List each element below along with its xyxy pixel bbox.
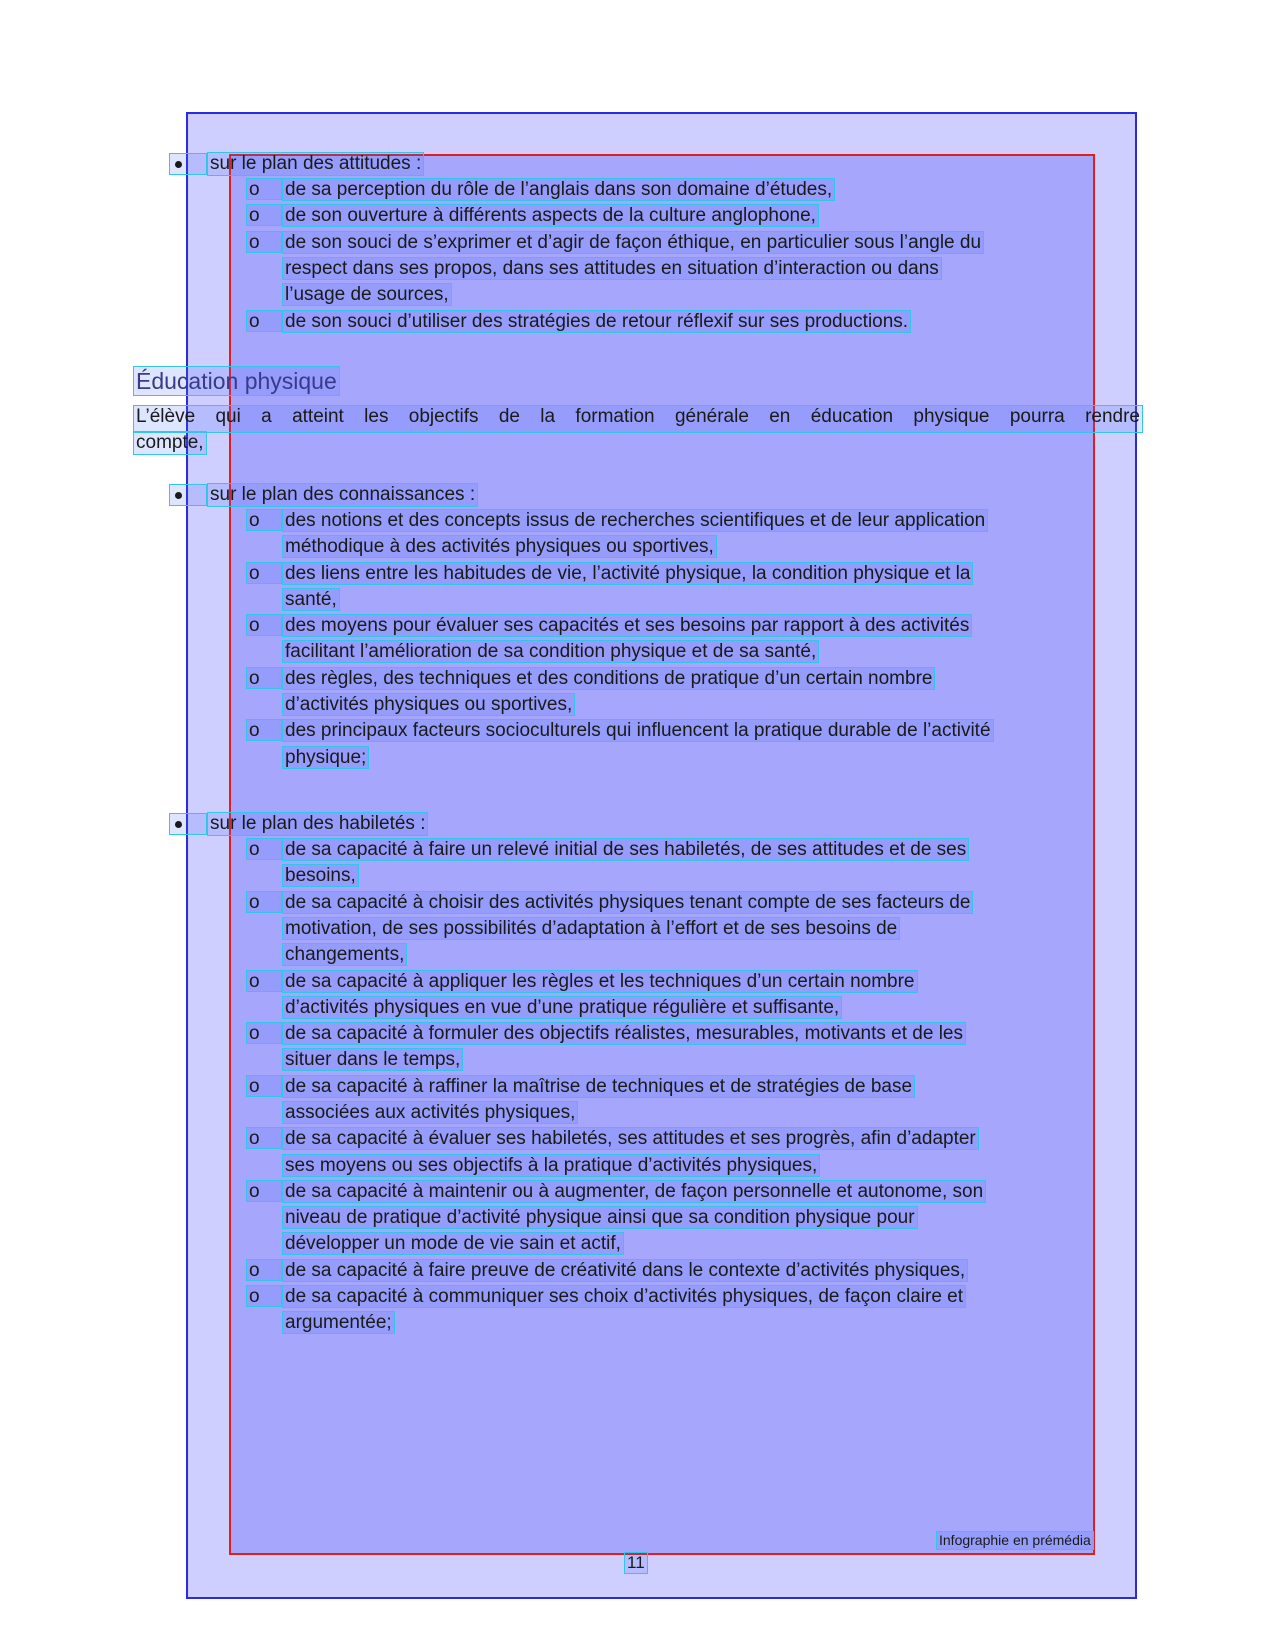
list-item <box>283 668 1139 721</box>
list-item-line: des principaux facteurs socioculturels qui influencent la pratique durable de l’activité <box>285 720 991 742</box>
list-item <box>283 892 1139 971</box>
bullet-heading: sur le plan des habiletés : <box>210 813 426 834</box>
list-item <box>283 1128 1139 1181</box>
intro-line: L’élève qui a atteint les objectifs de la formation générale en éducation physique pourra rendre <box>134 406 1142 432</box>
list-item-line: des règles, des techniques et des conditions de pratique d’un certain nombre <box>285 667 933 689</box>
list-item-line: motivation, de ses possibilités d’adaptation à l’effort et de ses besoins de <box>285 917 898 939</box>
list-item-line: d’activités physiques en vue d’une pratique régulière et suffisante, <box>285 996 840 1018</box>
sub-bullet-icon: o <box>247 720 281 740</box>
sub-bullet-icon: o <box>247 892 281 912</box>
list-item-line: des notions et des concepts issus de recherches scientifiques et de leur application <box>285 510 986 531</box>
list-item <box>283 179 1139 205</box>
sub-bullet-icon: o <box>247 668 281 688</box>
page-number: 11 <box>627 1553 645 1572</box>
list-item-line: l’usage de sources, <box>285 284 449 306</box>
list-item-line: de sa capacité à évaluer ses habiletés, ses attitudes et ses progrès, afin d’adapter <box>285 1128 976 1150</box>
list-item-line: de sa capacité à choisir des activités physiques tenant compte de ses facteurs de <box>285 891 971 913</box>
bullet-habiletes <box>170 813 427 835</box>
list-item <box>283 563 1139 616</box>
list-item-line: de sa capacité à appliquer les règles et les techniques d’un certain nombre <box>285 970 915 992</box>
intro-line: compte, <box>136 432 204 453</box>
list-item-line: physique; <box>285 746 367 768</box>
list-item <box>283 205 1139 231</box>
list-item <box>283 1181 1139 1260</box>
sub-bullet-icon: o <box>247 232 281 252</box>
sub-bullet-icon: o <box>247 1128 281 1148</box>
sub-bullet-icon: o <box>247 615 281 635</box>
list-item-line: besoins, <box>285 865 356 887</box>
list-item <box>283 1076 1139 1129</box>
list-item-line: de son souci de s’exprimer et d’agir de façon éthique, en particulier sous l’angle du <box>285 231 982 253</box>
sub-bullet-icon: o <box>247 1023 281 1043</box>
list-item <box>283 720 1139 773</box>
sub-bullet-icon: o <box>247 563 281 583</box>
sub-bullet-icon: o <box>247 1286 281 1306</box>
list-item <box>283 1286 1139 1339</box>
list-item-line: de sa capacité à raffiner la maîtrise de techniques et de stratégies de base <box>285 1075 913 1097</box>
list-item-line: de sa capacité à communiquer ses choix d’activités physiques, de façon claire et <box>285 1286 964 1308</box>
list-item <box>283 615 1139 668</box>
bullet-attitudes <box>170 153 423 175</box>
list-item-line: changements, <box>285 944 405 966</box>
list-item-line: des moyens pour évaluer ses capacités et ses besoins par rapport à des activités <box>285 615 970 637</box>
sub-bullet-icon: o <box>247 971 281 991</box>
bullet-dot-icon <box>170 814 206 834</box>
sub-bullet-icon: o <box>247 205 281 225</box>
sub-bullet-icon: o <box>247 311 281 331</box>
list-item-line: de sa capacité à maintenir ou à augmenter, de façon personnelle et autonome, son <box>285 1180 984 1202</box>
list-item-line: méthodique à des activités physiques ou sportives, <box>285 536 714 558</box>
sub-bullet-icon: o <box>247 1181 281 1201</box>
list-item <box>283 1023 1139 1076</box>
list-item-line: de son souci d’utiliser des stratégies de retour réflexif sur ses productions. <box>285 310 909 332</box>
bullet-heading: sur le plan des attitudes : <box>210 153 422 174</box>
list-item-line: de sa capacité à faire preuve de créativité dans le contexte d’activités physiques, <box>285 1259 966 1281</box>
sub-bullet-icon: o <box>247 1260 281 1280</box>
list-item-line: de son ouverture à différents aspects de la culture anglophone, <box>285 205 816 227</box>
list-item-line: ses moyens ou ses objectifs à la pratique d’activités physiques, <box>285 1154 818 1176</box>
sub-bullet-icon: o <box>247 839 281 859</box>
list-item <box>283 1260 1139 1286</box>
list-item-line: de sa capacité à faire un relevé initial de ses habiletés, de ses attitudes et de ses <box>285 839 967 860</box>
bullet-dot-icon <box>170 485 206 505</box>
list-item <box>283 971 1139 1024</box>
sub-bullet-icon: o <box>247 510 281 530</box>
list-item-line: santé, <box>285 588 337 610</box>
intro-paragraph <box>134 406 1142 454</box>
list-item-line: niveau de pratique d’activité physique ainsi que sa condition physique pour <box>285 1207 915 1229</box>
list-item-line: de sa perception du rôle de l’anglais dans son domaine d’études, <box>285 179 833 200</box>
list-item-line: développer un mode de vie sain et actif, <box>285 1233 621 1255</box>
list-item <box>283 311 1139 337</box>
list-item-line: associées aux activités physiques, <box>285 1101 576 1123</box>
bullet-dot-icon <box>170 154 206 174</box>
list-item-line: facilitant l’amélioration de sa condition physique et de sa santé, <box>285 641 817 663</box>
bullet-connaissances <box>170 484 477 506</box>
sub-bullet-icon: o <box>247 179 281 199</box>
list-item-line: des liens entre les habitudes de vie, l’activité physique, la condition physique et la <box>285 562 971 584</box>
list-item-line: argumentée; <box>285 1312 392 1334</box>
list-item-line: d’activités physiques ou sportives, <box>285 694 573 716</box>
footer-text: Infographie en prémédia <box>939 1532 1091 1548</box>
list-item-line: de sa capacité à formuler des objectifs réalistes, mesurables, motivants et de les <box>285 1023 963 1045</box>
bullet-heading: sur le plan des connaissances : <box>210 484 476 505</box>
list-item <box>283 839 1139 892</box>
section-title: Éducation physique <box>136 368 337 394</box>
list-item-line: situer dans le temps, <box>285 1049 461 1071</box>
list-item-line: respect dans ses propos, dans ses attitudes en situation d’interaction ou dans <box>285 257 939 279</box>
sub-bullet-icon: o <box>247 1076 281 1096</box>
list-item <box>283 232 1139 311</box>
list-item <box>283 510 1139 563</box>
